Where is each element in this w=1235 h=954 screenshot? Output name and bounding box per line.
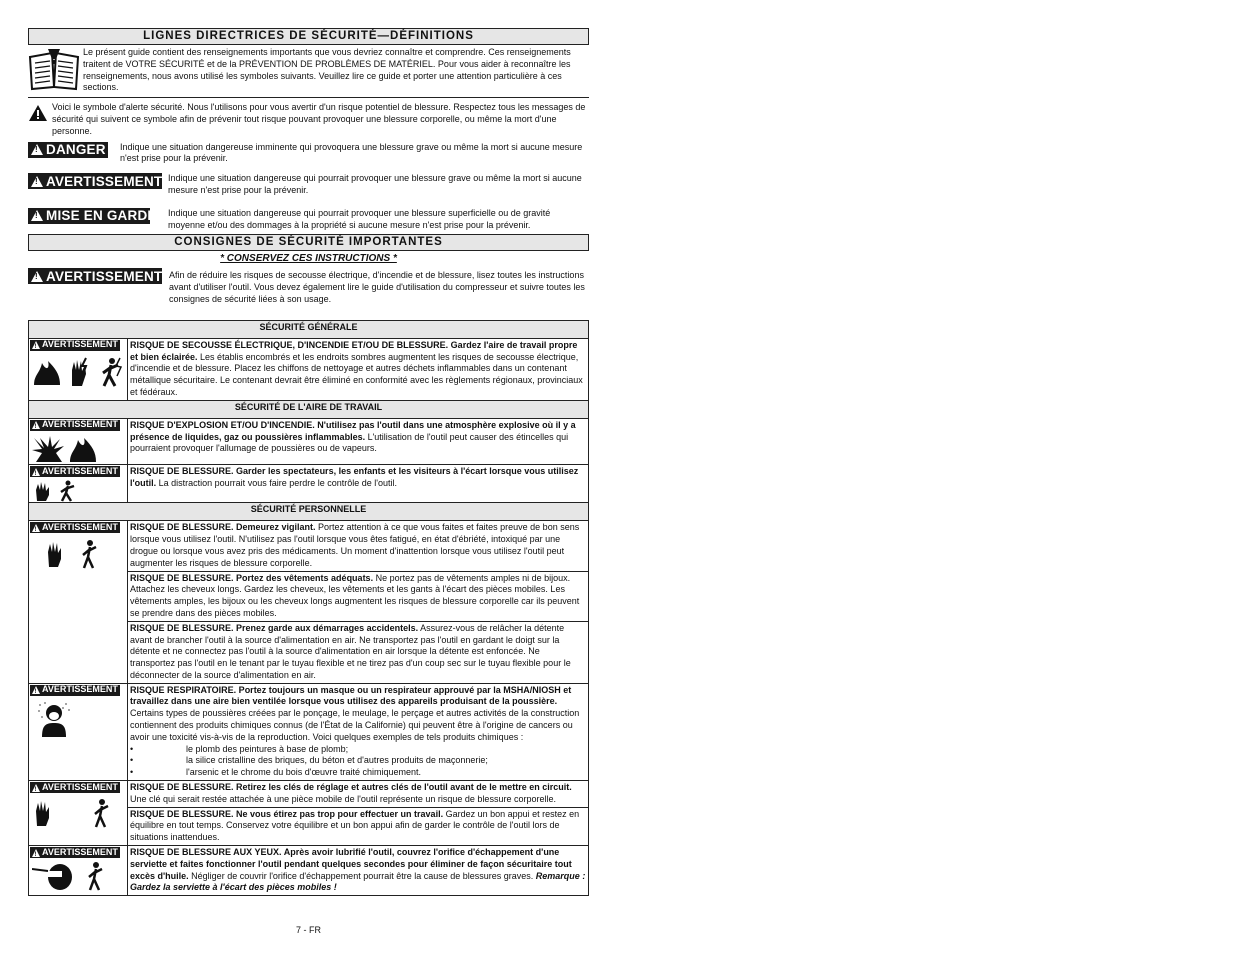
safety-table xyxy=(28,320,589,896)
table-row xyxy=(29,338,589,400)
warning-badge xyxy=(30,847,120,858)
warning-triangle-icon xyxy=(31,210,43,221)
risk-title: RISQUE DE BLESSURE. Ne vous étirez pas trop pour effectuer un travail. xyxy=(130,808,444,819)
danger-badge xyxy=(28,142,108,158)
warning-text: Indique une situation dangereuse qui pourrait provoquer une blessure grave ou même la mort si aucune mesure n'est prise pour la prévenir. xyxy=(168,173,582,195)
hand-icon xyxy=(32,480,54,502)
warning-triangle-icon xyxy=(32,849,40,857)
definitions-header: LIGNES DIRECTRICES DE SÉCURITÉ—DÉFINITIONS xyxy=(28,28,589,45)
work-area-safety-header: SÉCURITÉ DE L'AIRE DE TRAVAIL xyxy=(29,400,589,418)
warning-label: AVERTISSEMENT xyxy=(42,684,118,695)
personal-risk-7 xyxy=(128,846,589,896)
intro-text: Le présent guide contient des renseignements importants que vous devriez connaître et comprendre. Ces renseignements traitent de VOTRE SÉCURITÉ et de la PRÉVENTION DE PROBLÈMES DE MATÉRIEL. Pour vous aider à reconnaître les renseignements, nous avons utilisé les symboles suivants. Veuillez lire ce guide et porter une attention particulière à ces sections. xyxy=(83,47,571,93)
warning-triangle-icon xyxy=(31,271,43,282)
bullet-text: l'arsenic et le chrome du bois d'œuvre traité chimiquement. xyxy=(186,767,422,778)
warning-badge xyxy=(30,420,120,431)
icon-cell xyxy=(29,338,128,400)
bullet: • xyxy=(130,755,134,766)
risk-title: RISQUE DE SECOUSSE ÉLECTRIQUE, D'INCENDIE ET/OU DE BLESSURE. Gardez l'aire de travail propre et bien éclairée. xyxy=(130,339,578,362)
shock-person-icon xyxy=(84,861,108,891)
instructions-header: CONSIGNES DE SÉCURITÉ IMPORTANTES xyxy=(28,234,589,251)
personal-risk-6 xyxy=(128,807,589,845)
warning-triangle-icon xyxy=(32,524,40,532)
warning-badge xyxy=(28,173,162,189)
icon-cell xyxy=(29,846,128,896)
icon-cell xyxy=(29,465,128,503)
risk-title: RISQUE DE BLESSURE. Retirez les clés de réglage et autres clés de l'outil avant de le mettre en circuit. xyxy=(130,782,572,793)
instructions-warning-row xyxy=(28,268,589,305)
risk-text: Les établis encombrés et les endroits sombres augmentent les risques de secousse électrique, d'incendie et de blessure. Placez les chiffons de nettoyage et autres déchets inflammables dans un contenant métallique sécuritaire. Le contenant devrait être éliminé en conformité avec les règlements régionaux, provinciaux et fédéraux. xyxy=(130,351,583,397)
danger-label: DANGER xyxy=(46,142,106,158)
personal-risk-1 xyxy=(128,521,589,571)
risk-text: L'utilisation de l'outil peut causer des étincelles qui pourraient provoquer l'allumage de poussières ou de vapeurs. xyxy=(130,431,569,454)
personal-safety-header: SÉCURITÉ PERSONNELLE xyxy=(29,503,589,521)
warning-triangle-icon xyxy=(32,341,40,349)
bullet-text: la silice cristalline des briques, du béton et d'autres produits de maçonnerie; xyxy=(186,755,488,766)
warning-triangle-icon xyxy=(31,176,43,187)
warning-badge xyxy=(30,522,120,533)
risk-text: La distraction pourrait vous faire perdre le contrôle de l'outil. xyxy=(156,477,397,488)
risk-text: Négliger de couvrir l'orifice d'échappement pourrait être la cause de blessures graves. xyxy=(188,870,536,881)
risk-title: RISQUE D'EXPLOSION ET/OU D'INCENDIE. N'utilisez pas l'outil dans une atmosphère explosive où il y a présence de liquides, gaz ou poussières inflammables. xyxy=(130,419,576,442)
book-icon xyxy=(28,47,80,91)
hand-icon xyxy=(32,799,54,827)
instructions-warning-text: Afin de réduire les risques de secousse électrique, d'incendie et de blessure, lisez toutes les instructions avant d'utiliser l'outil. Vous devez également lire le guide d'utilisation du compresseur et suivre toutes les consignes de sécurité liées à son usage. xyxy=(169,270,585,304)
alert-symbol-text: Voici le symbole d'alerte sécurité. Nous l'utilisons pour vous avertir d'un risque potentiel de blessure. Respectez tous les messages de sécurité qui suivent ce symbole afin de prévenir tout risque pouvant provoquer une blessure corporelle, ou même la mort d'une personne. xyxy=(52,102,586,136)
caution-badge xyxy=(28,208,157,224)
shock-person-icon xyxy=(56,480,80,502)
danger-text: Indique une situation dangereuse imminente qui provoquera une blessure grave ou même la mort si aucune mesure n'est prise pour la prévenir. xyxy=(120,141,583,164)
risk-title: RISQUE RESPIRATOIRE. Portez toujours un masque ou un respirateur approuvé par la MSHA/NIOSH et travaillez dans une aire bien ventilée lorsque vous utilisez des appareils produisant de la poussière. xyxy=(130,684,572,707)
shock-person-icon xyxy=(96,356,126,388)
icon-cell xyxy=(29,521,128,683)
warning-triangle-icon xyxy=(32,421,40,429)
risk-text: Certains types de poussières créées par le ponçage, le meulage, le perçage et autres activités de la construction contiennent des produits chimiques connus (de l'État de la Californie) qui peuvent être à l'origine de cancers ou avoir une toxicité vis-à-vis de la reproduction. Voici quelques exemples de tels produits chimiques : xyxy=(130,708,580,742)
warning-label: AVERTISSEMENT xyxy=(42,419,118,430)
icon-cell xyxy=(29,418,128,464)
work-area-risk-2 xyxy=(128,465,589,503)
fire-icon xyxy=(32,357,62,387)
risk-text: Une clé qui serait restée attachée à une pièce mobile de l'outil représente un risque de blessure corporelle. xyxy=(130,793,556,804)
definitions-intro xyxy=(28,45,589,98)
warning-label: AVERTISSEMENT xyxy=(46,173,163,189)
eye-protection-icon xyxy=(32,861,72,891)
warning-label: AVERTISSEMENT xyxy=(42,339,118,350)
respirator-icon xyxy=(36,701,72,739)
warning-row xyxy=(28,173,589,197)
fire-icon xyxy=(68,436,98,464)
list-item xyxy=(130,767,586,779)
table-row xyxy=(29,846,589,896)
table-row xyxy=(29,521,589,571)
work-area-risk-1 xyxy=(128,418,589,464)
bullet: • xyxy=(130,743,134,754)
warning-badge xyxy=(30,685,120,696)
warning-triangle-icon xyxy=(32,686,40,694)
risk-text: Assurez-vous de relâcher la détente avant de brancher l'outil à la source d'alimentation en air. Ne transportez pas l'outil en gardant le doigt sur la détente et ne connectez pas l'outil à la source d'alimentation en air lorsque la détente est enfoncée. Ne transportez pas l'outil en le tenant par le tuyau flexible et ne tirez pas d'un coup sec sur le tuyau flexible pour le déconnecter de la source d'alimentation en air. xyxy=(130,622,571,680)
personal-risk-2 xyxy=(128,571,589,621)
risk-note: Remarque : Gardez la serviette à l'écart des pièces mobiles ! xyxy=(130,870,586,893)
bullet-text: le plomb des peintures à base de plomb; xyxy=(186,743,349,754)
table-row xyxy=(29,683,589,780)
icon-cell xyxy=(29,781,128,846)
warning-badge xyxy=(30,782,120,793)
warning-label: AVERTISSEMENT xyxy=(42,846,118,857)
risk-title: RISQUE DE BLESSURE. Demeurez vigilant. xyxy=(130,522,316,533)
warning-label: AVERTISSEMENT xyxy=(42,465,118,476)
hand-icon xyxy=(44,540,66,568)
risk-title: RISQUE DE BLESSURE. Portez des vêtements adéquats. xyxy=(130,572,374,583)
list-item xyxy=(130,744,586,756)
personal-risk-3 xyxy=(128,621,589,683)
manual-page xyxy=(28,28,589,896)
alert-symbol-row xyxy=(28,102,589,137)
warning-triangle-icon xyxy=(31,144,43,155)
warning-triangle-icon xyxy=(32,468,40,476)
risk-text: Gardez un bon appui et restez en équilibre en tout temps. Conservez votre équilibre et un bon appui afin de garder le contrôle de l'outil lors de situations inattendues. xyxy=(130,808,580,843)
personal-risk-5 xyxy=(128,781,589,808)
shock-hand-icon xyxy=(64,356,94,388)
caution-label: MISE EN GARDE xyxy=(46,208,157,224)
warning-label: AVERTISSEMENT xyxy=(42,521,118,532)
risk-title: RISQUE DE BLESSURE. Garder les spectateurs, les enfants et les visiteurs à l'écart lorsque vous utilisez l'outil. xyxy=(130,466,579,488)
risk-text: Portez attention à ce que vous faites et faites preuve de bon sens lorsque vous utilisez l'outil. N'utilisez pas l'outil lorsque vous êtes fatigué, en état d'ébriété, intoxiqué par une drogue ou lorsque vous avez pris des médicaments. Un moment d'inattention lorsque vous utilisez l'outil peut augmenter les risques de blessure corporelle. xyxy=(130,522,580,568)
risk-title: RISQUE DE BLESSURE AUX YEUX. Après avoir lubrifié l'outil, couvrez l'orifice d'échappement d'une serviette et faites fonctionner l'outil pendant quelques secondes pour éliminer de façon sécuritaire tout excès d'huile. xyxy=(130,847,572,881)
explosion-icon xyxy=(32,436,66,464)
danger-row xyxy=(28,142,589,166)
shock-person-icon xyxy=(78,539,102,569)
conserve-instructions: * CONSERVEZ CES INSTRUCTIONS * xyxy=(220,253,397,265)
warning-triangle-icon xyxy=(32,784,40,792)
table-row xyxy=(29,465,589,503)
bullet: • xyxy=(130,767,134,778)
warning-badge xyxy=(30,466,120,477)
list-item xyxy=(130,755,586,767)
warning-label: AVERTISSEMENT xyxy=(46,268,163,284)
general-risk-1 xyxy=(128,338,589,400)
safety-alert-icon xyxy=(28,102,52,137)
general-safety-header: SÉCURITÉ GÉNÉRALE xyxy=(29,320,589,338)
warning-badge xyxy=(30,340,120,351)
table-row xyxy=(29,418,589,464)
caution-text: Indique une situation dangereuse qui pourrait provoquer une blessure superficielle ou de gravité moyenne et/ou des dommages à la propriété si aucune mesure n'est prise pour la prévenir. xyxy=(168,207,551,230)
caution-row xyxy=(28,208,589,232)
personal-risk-4 xyxy=(128,683,589,780)
risk-title: RISQUE DE BLESSURE. Prenez garde aux démarrages accidentels. xyxy=(130,622,419,633)
table-row xyxy=(29,781,589,808)
risk-text: Ne portez pas de vêtements amples ni de bijoux. Attachez les cheveux longs. Gardez les cheveux, les vêtements et les gants à l'écart des pièces mobiles. Les vêtements amples, les bijoux ou les cheveux longs augmentent les risques de blessure corporelle car ils peuvent se prendre dans des pièces mobiles. xyxy=(130,572,580,618)
warning-badge xyxy=(28,268,162,284)
icon-cell xyxy=(29,683,128,780)
page-number: 7 - FR xyxy=(295,925,321,935)
shock-person-icon xyxy=(90,798,114,828)
warning-label: AVERTISSEMENT xyxy=(42,781,118,792)
